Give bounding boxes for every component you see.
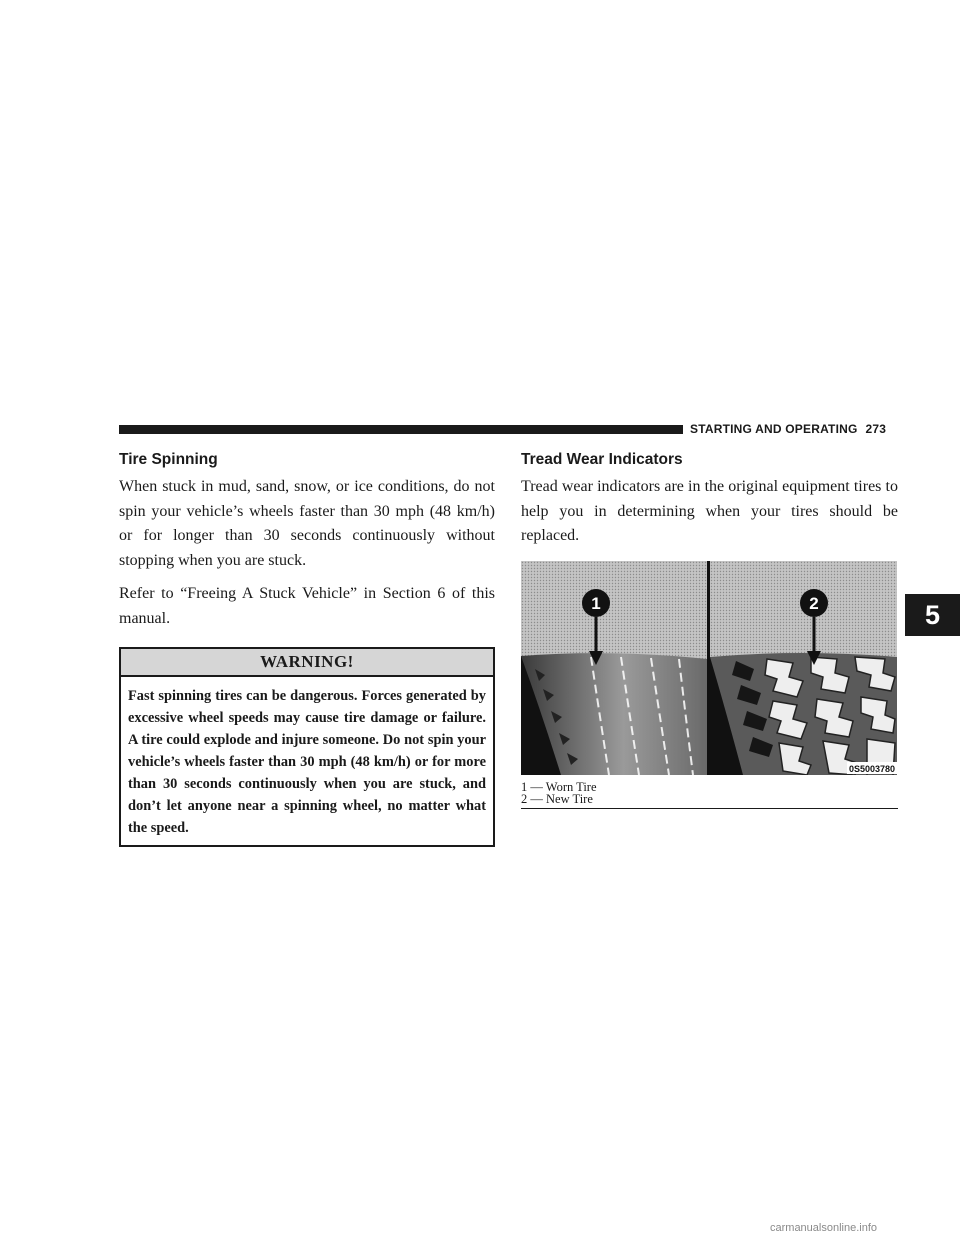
caption-line-2: 2 — New Tire [521,791,593,806]
watermark: carmanualsonline.info [770,1222,878,1234]
figure-code: 0S5003780 [848,763,895,774]
caption-line-1: 1 — Worn Tire [521,779,597,794]
left-column [119,450,495,847]
tire-spinning-heading: Tire Spinning [119,451,218,468]
refer-paragraph: Refer to “Freeing A Stuck Vehicle” in Section 6 of this manual. [119,585,495,627]
tread-illustration [521,561,897,775]
new-tire-image [710,653,897,775]
worn-tire-image [521,653,707,775]
section-title: STARTING AND OPERATING [690,422,858,436]
tread-wear-heading: Tread Wear Indicators [521,451,683,468]
callout-1-label: 1 [591,593,601,613]
header-rule [119,425,683,434]
callout-2-label: 2 [809,593,819,613]
warning-text: Fast spinning tires can be dangerous. Forces generated by excessive wheel speeds may cause tire damage or failure. A tire could explode and injure someone. Do not spin your vehicle’s wheels faster than 30 mph (48 km/h) or for more than 30 seconds continuously when you are stuck, and don’t let anyone near a spinning wheel, no matter what the speed. [128,688,486,836]
tread-wear-figure [521,561,897,775]
page-number: 273 [865,422,887,436]
warning-box [119,647,495,847]
tire-spinning-paragraph: When stuck in mud, sand, snow, or ice conditions, do not spin your vehicle’s wheels faster than 30 mph (48 km/h) or for longer than 30 seconds continuously without stopping when you are stuck. [119,478,495,569]
figure-caption [521,775,898,809]
section-tab: 5 [905,594,960,636]
right-column [521,450,898,809]
running-header [690,421,886,438]
warning-title: WARNING! [121,649,493,677]
tread-wear-paragraph: Tread wear indicators are in the original equipment tires to help you in determining when your tires should be replaced. [521,478,898,544]
